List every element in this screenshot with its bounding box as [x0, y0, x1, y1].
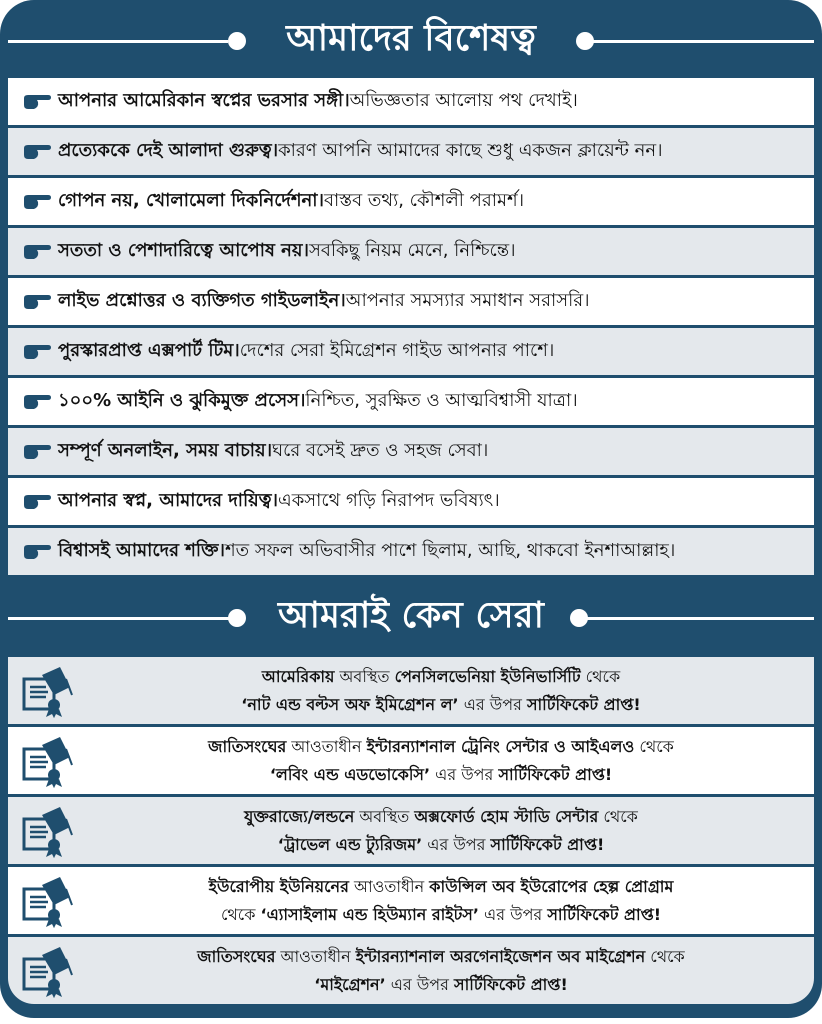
certificate-text: সার্টিফিকেট প্রাপ্ত! [547, 904, 662, 924]
certificate-text: ইন্টারন্যাশনাল অরগেনাইজেশন অব মাইগ্রেশন [355, 946, 646, 966]
certificate-text: ‘লবিং এন্ড এডভোকেসি’ [269, 764, 431, 784]
certificate-text: থেকে [634, 736, 674, 756]
certificate-text: যুক্তরাজ্যে/লন্ডনে [244, 806, 355, 826]
section-header-features [0, 6, 822, 76]
feature-row [8, 378, 814, 428]
divider-line [8, 40, 228, 43]
certificate-text: পেনসিলভেনিয়া ইউনিভার্সিটি [394, 666, 581, 686]
certificate-text: ‘মাইগ্রেশন’ [314, 974, 386, 994]
certificate-text: আওতাধীন [275, 946, 356, 966]
certificate-text: জাতিসংঘের [197, 946, 276, 966]
certificate-row [8, 657, 814, 727]
feature-detail: বাস্তব তথ্য, কৌশলী পরামর্শ। [323, 190, 525, 211]
feature-detail: নিশ্চিত, সুরক্ষিত ও আত্মবিশ্বাসী যাত্রা। [305, 390, 578, 411]
feature-row [8, 428, 814, 478]
certificate-row [8, 937, 814, 1004]
feature-row [8, 78, 814, 128]
feature-row [8, 128, 814, 178]
certificate-text: ইন্টারন্যাশনাল ট্রেনিং সেন্টার ও আইএলও [366, 736, 635, 756]
feature-detail: কারণ আপনি আমাদের কাছে শুধু একজন ক্লায়েন্ট নন। [278, 140, 663, 161]
feature-detail: অভিজ্ঞতার আলোয় পথ দেখাই। [349, 90, 578, 111]
pointing-hand-icon [22, 242, 52, 262]
certificate-line [202, 663, 620, 691]
pointing-hand-icon [22, 542, 52, 562]
feature-detail: সবকিছু নিয়ম মেনে, নিশ্চিন্তে। [308, 240, 516, 261]
certificate-line [210, 761, 612, 789]
certificate-line [181, 691, 640, 719]
feature-detail: ঘরে বসেই দ্রুত ও সহজ সেবা। [272, 440, 489, 461]
section-title: আমাদের বিশেষত্ব [286, 18, 536, 59]
certificate-text: এর উপর [458, 694, 527, 714]
certificate-text: অক্সফোর্ড হোম স্টাডি সেন্টার [414, 806, 599, 826]
certificate-text: ‘এ্যাসাইলাম এন্ড হিউম্যান রাইটস’ [260, 904, 479, 924]
certificate-text: সার্টিফিকেট প্রাপ্ত! [454, 974, 568, 994]
pointing-hand-icon [22, 342, 52, 362]
certificate-text: এর উপর [478, 904, 548, 924]
feature-row [8, 478, 814, 528]
certificate-text: থেকে [598, 806, 638, 826]
feature-detail: একসাথে গড়ি নিরাপদ ভবিষ্যৎ। [278, 490, 500, 511]
pointing-hand-icon [22, 142, 52, 162]
pointing-hand-icon [22, 492, 52, 512]
divider-line [8, 617, 230, 620]
feature-row [8, 328, 814, 378]
certificate-text: থেকে [580, 666, 621, 686]
pointing-hand-icon [22, 192, 52, 212]
pointing-hand-icon [22, 92, 52, 112]
certificate-line [137, 943, 684, 971]
feature-row [8, 278, 814, 328]
certificate-text: সার্টিফিকেট প্রাপ্ত! [490, 834, 605, 854]
certificate-text: আওতাধীন [348, 876, 430, 896]
certificate-text: জাতিসংঘের [208, 736, 287, 756]
certificate-row [8, 867, 814, 937]
feature-detail: আপনার সমস্যার সমাধান সরাসরি। [345, 290, 590, 311]
feature-headline: পুরস্কারপ্রাপ্ত এক্সপার্ট টিম। [58, 340, 240, 361]
certificate-text: ইউরোপীয় ইউনিয়নের [208, 876, 349, 896]
feature-row [8, 178, 814, 228]
certificate-text: এর উপর [422, 834, 491, 854]
certificates-list [8, 657, 814, 1004]
certificate-text: থেকে [645, 946, 685, 966]
certificate-text: সার্টিফিকেট প্রাপ্ত! [498, 764, 613, 784]
feature-row [8, 528, 814, 578]
divider-line [580, 617, 814, 620]
feature-headline: প্রত্যেককে দেই আলাদা গুরুত্ব। [58, 140, 279, 161]
certificate-graduation-icon [20, 665, 76, 719]
certificate-line [149, 873, 674, 901]
certificate-text: ‘নাট এন্ড বল্টস অফ ইমিগ্রেশন ল’ [241, 694, 459, 714]
pointing-hand-icon [22, 292, 52, 312]
features-list [8, 78, 814, 578]
feature-headline: সম্পূর্ণ অনলাইন, সময় বাচায়। [58, 440, 273, 461]
certificate-line [218, 831, 605, 859]
feature-headline: আপনার স্বপ্ন, আমাদের দায়িত্ব। [58, 490, 278, 511]
pointing-hand-icon [22, 442, 52, 462]
certificate-graduation-icon [20, 875, 76, 929]
certificate-text: আমেরিকায় [261, 666, 335, 686]
certificate-graduation-icon [20, 735, 76, 789]
certificate-text: ‘ট্রাভেল এন্ড ট্যুরিজম’ [277, 834, 423, 854]
certificate-text: থেকে [220, 904, 261, 924]
certificate-graduation-icon [20, 945, 76, 999]
section-title: আমরাই কেন সেরা [278, 595, 544, 636]
certificate-line [161, 901, 661, 929]
certificate-text: অবস্থিত [334, 666, 395, 686]
feature-headline: ১০০% আইনি ও ঝুকিমুক্ত প্রসেস। [58, 390, 306, 411]
certificate-text: অবস্থিত [354, 806, 415, 826]
certificate-row [8, 727, 814, 797]
feature-detail: শত সফল অভিবাসীর পাশে ছিলাম, আছি, থাকবো ইনশাআল্লাহ। [224, 540, 676, 561]
certificate-line [254, 971, 568, 999]
certificate-text: আওতাধীন [286, 736, 367, 756]
certificate-line [148, 733, 674, 761]
feature-headline: আপনার আমেরিকান স্বপ্নের ভরসার সঙ্গী। [58, 90, 350, 111]
feature-headline: সততা ও পেশাদারিত্বে আপোষ নয়। [58, 240, 309, 261]
feature-detail: দেশের সেরা ইমিগ্রেশন গাইড আপনার পাশে। [239, 340, 555, 361]
certificate-graduation-icon [20, 805, 76, 859]
feature-row [8, 228, 814, 278]
pointing-hand-icon [22, 392, 52, 412]
certificate-text: এর উপর [385, 974, 455, 994]
feature-headline: বিশ্বাসই আমাদের শক্তি। [58, 540, 225, 561]
feature-headline: লাইভ প্রশ্নোত্তর ও ব্যক্তিগত গাইডলাইন। [58, 290, 346, 311]
certificate-text: সার্টিফিকেট প্রাপ্ত! [526, 694, 641, 714]
section-header-why-best [0, 583, 822, 653]
certificate-line [184, 803, 638, 831]
certificate-text: কাউন্সিল অব ইউরোপের হেল্প প্রোগ্রাম [429, 876, 674, 896]
certificate-row [8, 797, 814, 867]
certificate-text: এর উপর [430, 764, 499, 784]
divider-line [590, 40, 814, 43]
feature-headline: গোপন নয়, খোলামেলা দিকনির্দেশনা। [58, 190, 324, 211]
